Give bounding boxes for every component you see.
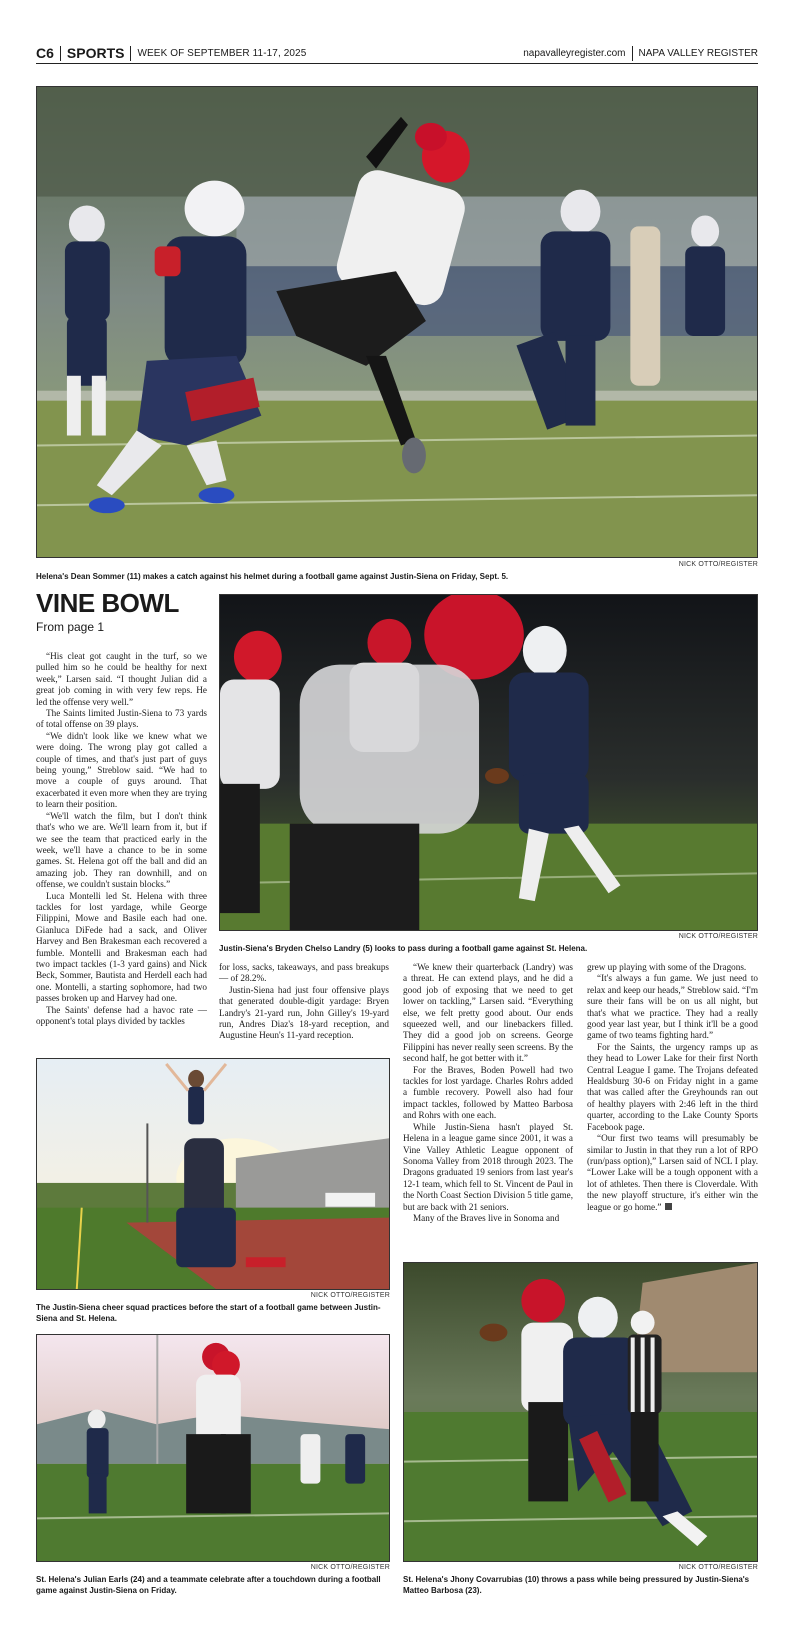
paragraph: “It's always a fun game. We just need to relax and keep our heads,” Streblow said. “I'm sure their fans will be on us all night, but that's what we practice. They had a really good year last year, but I think it'll be a good game of two teams fighting hard.” — [587, 973, 758, 1041]
paragraph: For the Saints, the urgency ramps up as they head to Lower Lake for their first North Central League I game. The Trojans defeated Healdsburg 30-6 on Friday night in a game that was called after the Greyhounds ran out of healthy players with 2:46 left in the third quarter, according to the Lake County Sports Facebook page. — [587, 1041, 758, 1132]
top-photo — [36, 86, 758, 558]
paragraph: “His cleat got caught in the turf, so we pulled him so he could be healthy for next week,” Larsen said. “I thought Julian did a great job coming in with very few reps. He led the offense very well.” — [36, 651, 207, 707]
paragraph: for loss, sacks, takeaways, and pass breakups — of 28.2%. — [219, 962, 389, 984]
end-of-story-mark — [665, 1203, 672, 1210]
header-divider — [632, 46, 633, 61]
paragraph: While Justin-Siena hasn't played St. Helena in a league game since 2001, it was a Vine Valley Athletic League opponent of Sonoma Valley from 2018 through 2023. The Dragons graduated 19 seniors from last year's 12-1 team, which fell to St. Vincent de Paul in the North Coast Section Division 5 title game, but are back with 21 seniors. — [403, 1121, 573, 1212]
photo-caption: St. Helena's Julian Earls (24) and a teammate celebrate after a touchdown during a football game against Justin-Siena on Friday. — [36, 1575, 381, 1595]
header-divider — [60, 46, 61, 61]
celebrate-photo — [36, 1334, 390, 1562]
cheer-squad-illustration — [37, 1059, 389, 1289]
paragraph: Justin-Siena had just four offensive plays that generated double-digit yardage: Bryen Landry's 21-yard run, John Gilley's 19-yard run, Andres Diaz's 18-yard reception, and Augustine Heun's 11-yard reception. — [219, 984, 389, 1041]
touchdown-celebration-illustration — [37, 1335, 389, 1561]
football-catch-illustration — [37, 87, 757, 557]
paragraph: grew up playing with some of the Dragons. — [587, 962, 747, 972]
cheer-photo — [36, 1058, 390, 1290]
header-right — [523, 44, 758, 62]
publication-name: NAPA VALLEY REGISTER — [638, 47, 758, 59]
paragraph: The Saints' defense had a havoc rate — opponent's total plays divided by tackles — [36, 1004, 207, 1026]
paragraph: “We knew their quarterback (Landry) was a threat. He can extend plays, and he did a good job of exposing that we need to get lower on tackling,” Larsen said. “Everything else, we felt pretty good about. Our ends squeezed well, and our linebackers filled. They did a good job on screens. George Filippini has never really seen screens. By the second half, he got better with it.” — [403, 962, 573, 1064]
paragraph-text: “Our first two teams will presumably be similar to Justin in that they run a lot of RPO (run/pass option),” Larsen said of NCL I play. “Lower Lake will be a tough opponent with a lot of athletes. Then there is Cloverdale. With the new playoff structure, it's either win the league or go home.” — [587, 1133, 758, 1212]
paragraph: Many of the Braves live in Sonoma and — [413, 1212, 560, 1223]
photo-caption: Helena's Dean Sommer (11) makes a catch against his helmet during a football game against Justin-Siena on Friday, Sept. 5. — [36, 572, 509, 581]
photo-credit: NICK OTTO/REGISTER — [678, 561, 758, 568]
article-column-4 — [587, 962, 758, 1213]
paragraph — [587, 1133, 758, 1213]
paragraph: Luca Montelli led St. Helena with three tackles for lost yardage, while George Filippini, Mowe and Basile each had one. Gianluca DiFede had a sack, and Oliver Harvey and Ben Brakesman each recovered a fumble. Montelli and Brakesman each had two impact tackles (1-3 yard gains) and Nick Beck, Sommer, Bautista and Herdell each had one. Montelli, a starting sophomore, had two passes broken up and Harvey had one. — [36, 890, 207, 1004]
paragraph: “We didn't look like we knew what we were doing. The wrong play got called a couple of times, and that's just part of guys being young,” Streblow said. “We had to move a couple of guys around. That exacerbated it even more when they are trying to learn their position. — [36, 730, 207, 810]
paragraph: For the Braves, Boden Powell had two tackles for lost yardage. Charles Rohrs added a fumble recovery. Powell also had four impact tackles, followed by Matteo Barbosa and Rohrs with one each. — [403, 1064, 573, 1121]
pass-photo — [403, 1262, 758, 1562]
quarterback-pass-illustration — [220, 595, 757, 930]
paragraph: The Saints limited Justin-Siena to 73 yards of total offense on 39 plays. — [36, 708, 207, 730]
paragraph: “We'll watch the film, but I don't think that's who we are. We'll learn from it, but if we see the team that practiced early in the week, we'll have a chance to be in some games. St. Helena got off the ball and did an amazing job. They ran downhill, and on offense, we couldn't sustain blocks.” — [36, 810, 207, 890]
header-divider — [130, 46, 131, 61]
article-column-3 — [403, 962, 573, 1224]
page-number: C6 — [36, 45, 54, 61]
pass-under-pressure-illustration — [404, 1263, 757, 1561]
website-link[interactable]: napavalleyregister.com — [523, 47, 626, 59]
photo-caption: The Justin-Siena cheer squad practices before the start of a football game between Justin-Siena and St. Helena. — [36, 1303, 381, 1323]
issue-date: WEEK OF SEPTEMBER 11-17, 2025 — [137, 47, 307, 59]
article-column-1 — [36, 651, 207, 1027]
photo-credit: NICK OTTO/REGISTER — [310, 1564, 390, 1571]
photo-credit: NICK OTTO/REGISTER — [310, 1292, 390, 1299]
middle-photo — [219, 594, 758, 931]
header-left — [36, 44, 306, 62]
article-column-2 — [219, 962, 389, 1042]
photo-caption: Justin-Siena's Bryden Chelso Landry (5) looks to pass during a football game against St. Helena. — [219, 944, 588, 953]
page-header — [36, 44, 758, 64]
photo-credit: NICK OTTO/REGISTER — [678, 1564, 758, 1571]
photo-caption: St. Helena's Jhony Covarrubias (10) throws a pass while being pressured by Justin-Siena's Matteo Barbosa (23). — [403, 1575, 750, 1595]
section-name: SPORTS — [66, 45, 125, 61]
photo-credit: NICK OTTO/REGISTER — [678, 933, 758, 940]
jump-line: From page 1 — [36, 620, 105, 634]
article-headline: VINE BOWL — [36, 588, 179, 618]
